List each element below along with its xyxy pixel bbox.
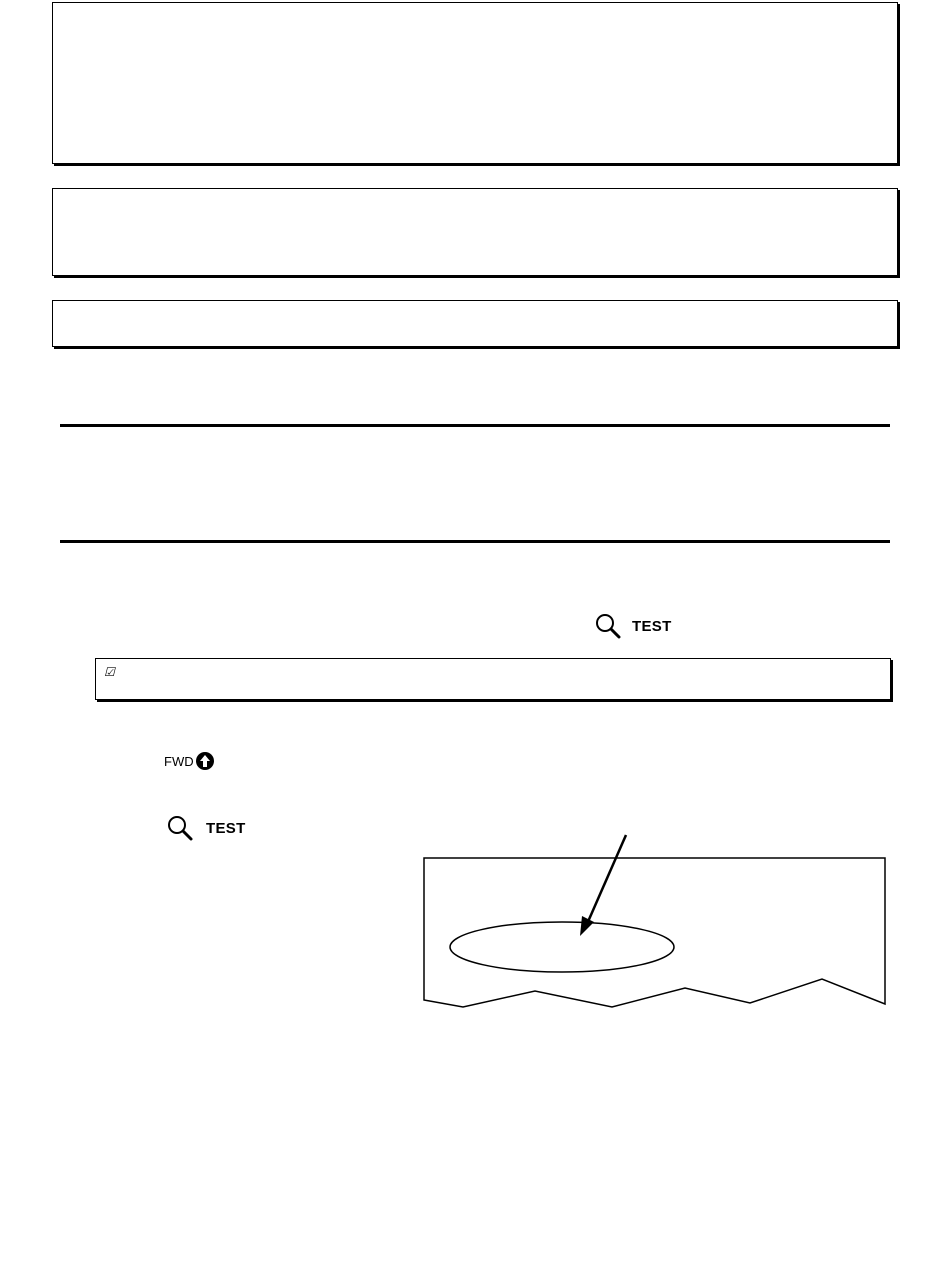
middle-info-box: [52, 188, 898, 276]
fwd-button-reference[interactable]: [164, 750, 215, 772]
small-info-box: [52, 300, 898, 347]
note-box: [95, 658, 891, 700]
test-button-label: TEST: [206, 819, 246, 837]
fwd-button-label: FWD: [164, 753, 194, 769]
magnifier-icon: [166, 814, 196, 842]
test-button-reference-upper[interactable]: [594, 612, 672, 640]
magnifier-icon: [594, 612, 624, 640]
circled-up-arrow-icon: [195, 751, 215, 771]
top-info-box: [52, 2, 898, 164]
test-button-reference-lower[interactable]: [166, 814, 246, 842]
section-rule-bottom: [60, 540, 890, 543]
printout-illustration: [400, 830, 900, 1020]
test-button-label: TEST: [632, 617, 672, 635]
section-rule-top: [60, 424, 890, 427]
checkbox-icon: ☑: [104, 665, 115, 679]
